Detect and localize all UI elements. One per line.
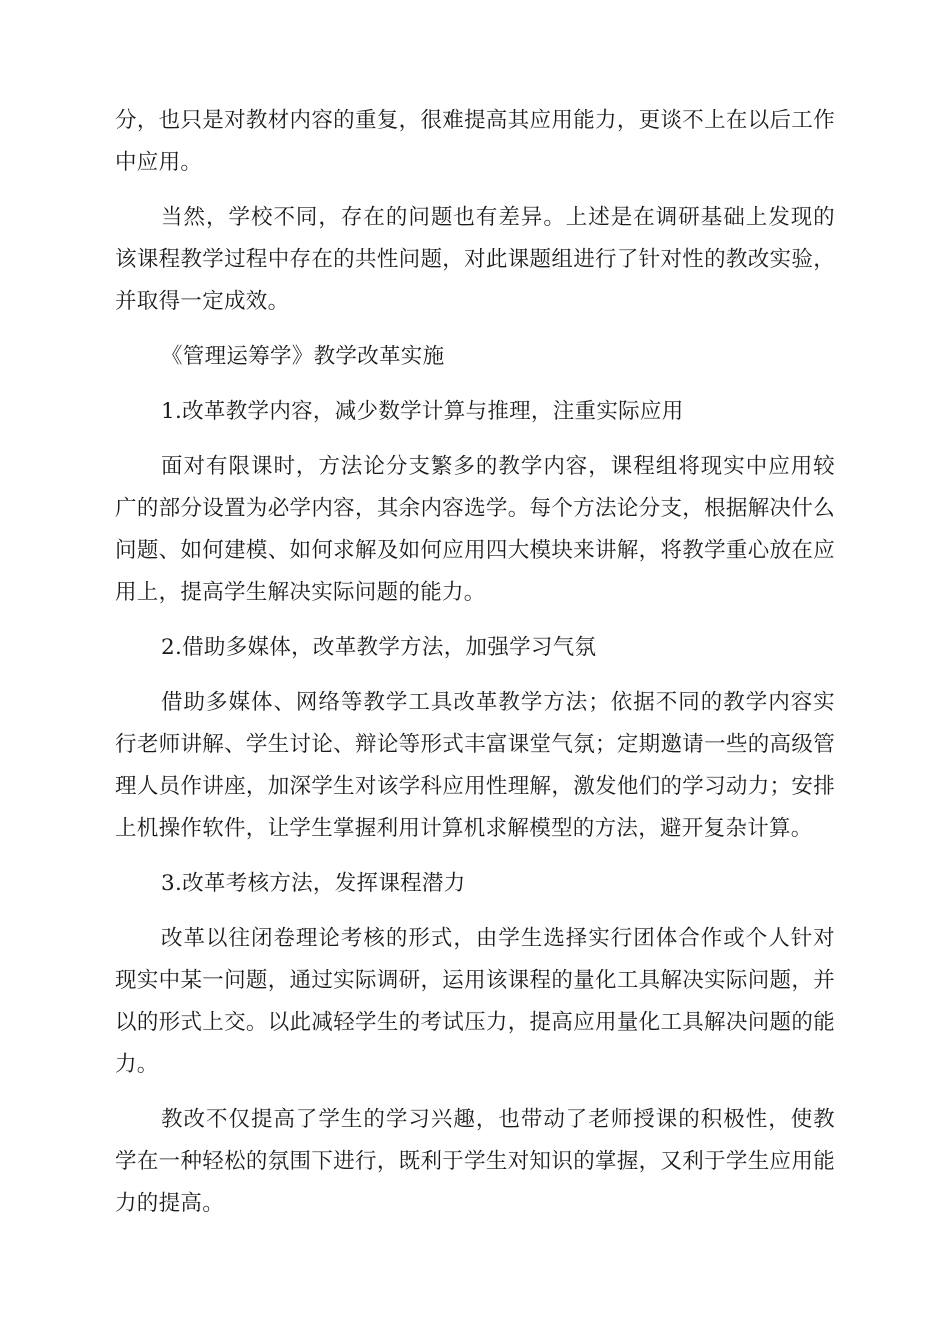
document-page (115, 100, 835, 1238)
paragraph-conclusion: 教改不仅提高了学生的学习兴趣，也带动了老师授课的积极性，使教学在一种轻松的氛围下进行，既利于学生对知识的掌握，又利于学生应用能力的提高。 (115, 1107, 835, 1216)
paragraph-common-problems: 当然，学校不同，存在的问题也有差异。上述是在调研基础上发现的该课程教学过程中存在的共性问题，对此课题组进行了针对性的教改实验，并取得一定成效。 (115, 205, 835, 314)
section-heading-reform: 《管理运筹学》教学改革实施 (161, 344, 445, 369)
paragraph-multimedia: 借助多媒体、网络等教学工具改革教学方法；依据不同的教学内容实行老师讲解、学生讨论、辩论等形式丰富课堂气氛；定期邀请一些的高级管理人员作讲座，加深学生对该学科应用性理解，激发他们的学习动力；安排上机操作软件，让学生掌握利用计算机求解模型的方法，避开复杂计算。 (115, 690, 835, 841)
paragraph-continuation: 分，也只是对教材内容的重复，很难提高其应用能力，更谈不上在以后工作中应用。 (115, 108, 835, 175)
paragraph-assessment: 改革以往闭卷理论考核的形式，由学生选择实行团体合作或个人针对现实中某一问题，通过实际调研，运用该课程的量化工具解决实际问题，并以的形式上交。以此减轻学生的考试压力，提高应用量化工具解决问题的能力。 (115, 926, 835, 1077)
subheading-multimedia: 2.借助多媒体，改革教学方法，加强学习气氛 (161, 635, 597, 660)
paragraph-teaching-content: 面对有限课时，方法论分支繁多的教学内容，课程组将现实中应用较广的部分设置为必学内容，其余内容选学。每个方法论分支，根据解决什么问题、如何建模、如何求解及如何应用四大模块来讲解，将教学重心放在应用上，提高学生解决实际问题的能力。 (115, 454, 835, 605)
subheading-assessment: 3.改革考核方法，发挥课程潜力 (161, 871, 466, 896)
subheading-teaching-content: 1.改革教学内容，减少数学计算与推理，注重实际应用 (161, 399, 684, 424)
